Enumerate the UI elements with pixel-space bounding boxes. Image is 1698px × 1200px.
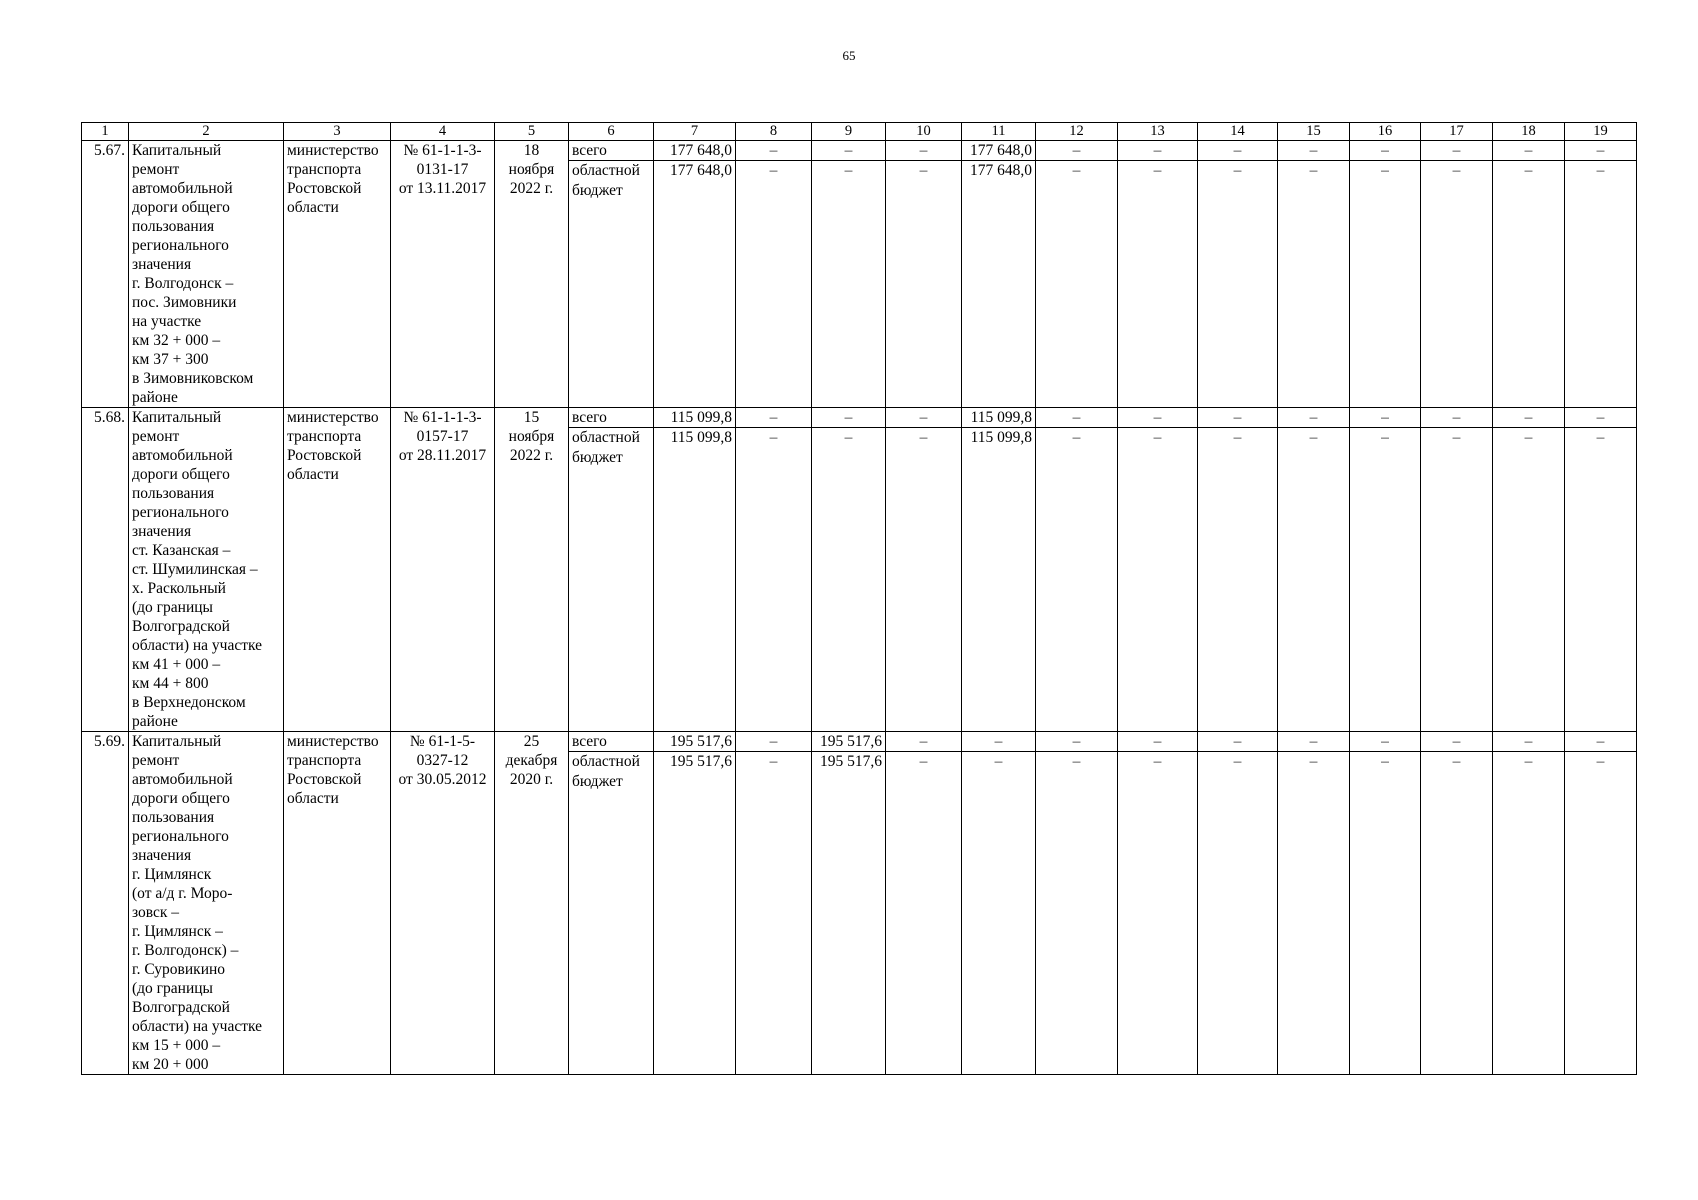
organization-line: министерство [287,409,379,426]
object-name-line: значения [132,256,192,273]
header-cell: 15 [1278,123,1350,141]
object-name-line: (до границы [132,599,213,616]
object-name-line: ст. Шумилинская – [132,561,258,578]
value-cell: – [1565,141,1637,161]
completion-date-line: ноября [508,428,555,445]
funding-source: всего [569,408,654,428]
document-ref-line: от 28.11.2017 [398,447,487,464]
document-ref-line: № 61-1-5- [409,733,476,750]
object-name-line: регионального [132,828,229,845]
value-cell: – [1565,408,1637,428]
value-cell: 177 648,0 [962,161,1036,408]
value-cell: – [1278,161,1350,408]
value-cell: – [1118,732,1198,752]
value-cell: – [1036,141,1118,161]
organization [284,141,391,408]
organization-line: министерство [287,733,379,750]
object-name-line: ремонт [132,752,180,769]
value-cell: – [1421,428,1493,732]
organization-line: области [287,199,339,216]
row-number: 5.68. [82,408,129,732]
value-cell: – [1421,161,1493,408]
value-cell: – [736,161,812,408]
object-name-line: автомобильной [132,771,233,788]
value-cell: – [1118,161,1198,408]
completion-date-line: 15 [523,409,540,426]
value-cell: 195 517,6 [654,732,736,752]
organization-line: транспорта [287,428,362,445]
object-name-line: автомобильной [132,447,233,464]
organization [284,732,391,1075]
object-name-line: на участке [132,313,202,330]
value-cell: – [1036,752,1118,1075]
value-cell: 195 517,6 [654,752,736,1075]
value-cell: – [736,141,812,161]
funding-source [569,428,654,732]
value-cell: – [1421,141,1493,161]
organization [284,408,391,732]
object-name-line: Капитальный [132,409,222,426]
value-cell: – [1198,428,1278,732]
header-cell: 1 [82,123,129,141]
value-cell: – [812,408,886,428]
object-name-line: ремонт [132,428,180,445]
row-number: 5.69. [82,732,129,1075]
completion-date-line: 2020 г. [509,771,554,788]
completion-date [495,408,569,732]
value-cell: – [1493,141,1565,161]
completion-date-line: 2022 г. [509,447,554,464]
object-name-line: пользования [132,485,215,502]
value-cell: – [1278,428,1350,732]
object-name-line: г. Суровикино [132,961,226,978]
value-cell: – [736,428,812,732]
document-ref-line: № 61-1-1-3- [403,142,482,159]
value-cell: 177 648,0 [654,161,736,408]
object-name-line: (от а/д г. Моро- [132,885,233,902]
value-cell: – [962,752,1036,1075]
object-name-line: ст. Казанская – [132,542,231,559]
value-cell: 177 648,0 [654,141,736,161]
value-cell: – [1493,161,1565,408]
object-name-line: пользования [132,809,215,826]
header-cell: 3 [284,123,391,141]
object-name-line: в Зимовниковском [132,370,254,387]
funding-source-line: бюджет [572,181,623,199]
funding-source [569,752,654,1075]
organization-line: области [287,790,339,807]
header-cell: 12 [1036,123,1118,141]
header-cell: 7 [654,123,736,141]
value-cell: – [886,752,962,1075]
value-cell: – [1421,408,1493,428]
value-cell: – [1350,732,1421,752]
object-name-line: дороги общего [132,199,230,216]
value-cell: – [1198,752,1278,1075]
value-cell: – [1036,161,1118,408]
value-cell: – [1350,752,1421,1075]
value-cell: 195 517,6 [812,752,886,1075]
object-name-line: Волгоградской [132,618,230,635]
value-cell: – [1350,408,1421,428]
object-name-line: зовск – [132,904,180,921]
value-cell: – [1565,732,1637,752]
organization-line: транспорта [287,161,362,178]
document-ref-line: от 13.11.2017 [398,180,487,197]
funding-source: всего [569,732,654,752]
page-number: 65 [842,48,856,63]
object-name-line: км 15 + 000 – [132,1037,221,1054]
object-name-line: км 41 + 000 – [132,656,221,673]
value-cell: – [1565,428,1637,732]
funding-source-line: бюджет [572,448,623,466]
object-name-line: г. Волгодонск – [132,275,234,292]
value-cell: – [1036,732,1118,752]
object-name-line: районе [132,713,178,730]
header-cell: 5 [495,123,569,141]
value-cell: – [1421,752,1493,1075]
value-cell: 115 099,8 [654,408,736,428]
object-name [129,732,284,1075]
funding-source-line: бюджет [572,772,623,790]
value-cell: – [1118,141,1198,161]
document-ref-line: от 30.05.2012 [398,771,487,788]
value-cell: – [1493,428,1565,732]
value-cell: – [1350,141,1421,161]
header-cell: 18 [1493,123,1565,141]
object-name-line: значения [132,523,192,540]
object-name-line: км 37 + 300 [132,351,209,368]
header-cell: 11 [962,123,1036,141]
object-name [129,408,284,732]
organization-line: Ростовской [287,180,362,197]
value-cell: – [1036,408,1118,428]
completion-date [495,141,569,408]
funding-source-line: областной [572,753,640,770]
value-cell: – [1278,732,1350,752]
value-cell: – [1118,752,1198,1075]
funding-source: всего [569,141,654,161]
object-name-line: значения [132,847,192,864]
object-name [129,141,284,408]
value-cell: – [1118,428,1198,732]
organization-line: Ростовской [287,447,362,464]
completion-date-line: ноября [508,161,555,178]
value-cell: – [1565,161,1637,408]
funding-source-line: областной [572,162,640,179]
header-cell: 14 [1198,123,1278,141]
object-name-line: в Верхнедонском [132,694,246,711]
table-row [82,408,1637,428]
organization-line: транспорта [287,752,362,769]
object-name-line: г. Волгодонск) – [132,942,239,959]
document-ref-line: № 61-1-1-3- [403,409,482,426]
value-cell: – [1565,752,1637,1075]
value-cell: 115 099,8 [654,428,736,732]
header-row [82,123,1637,141]
object-name-line: ремонт [132,161,180,178]
value-cell: – [1350,428,1421,732]
object-name-line: г. Цимлянск – [132,923,223,940]
document-ref [391,141,495,408]
value-cell: – [886,732,962,752]
header-cell: 16 [1350,123,1421,141]
document-ref [391,732,495,1075]
object-name-line: км 44 + 800 [132,675,209,692]
value-cell: – [736,752,812,1075]
value-cell: – [886,141,962,161]
header-cell: 17 [1421,123,1493,141]
completion-date-line: 2022 г. [509,180,554,197]
document-ref-line: 0157-17 [416,428,469,445]
value-cell: – [1036,428,1118,732]
header-cell: 4 [391,123,495,141]
completion-date-line: декабря [505,752,558,769]
value-cell: – [1198,161,1278,408]
value-cell: – [1493,408,1565,428]
object-name-line: дороги общего [132,466,230,483]
value-cell: – [1198,141,1278,161]
value-cell: – [1493,752,1565,1075]
object-name-line: области) на участке [132,1018,263,1035]
header-cell: 13 [1118,123,1198,141]
value-cell: 177 648,0 [962,141,1036,161]
object-name-line: х. Раскольный [132,580,226,597]
header-cell: 8 [736,123,812,141]
document-ref [391,408,495,732]
value-cell: – [736,732,812,752]
table-row [82,141,1637,161]
value-cell: – [1350,161,1421,408]
funding-source [569,161,654,408]
organization-line: Ростовской [287,771,362,788]
value-cell: – [1278,752,1350,1075]
value-cell: – [1118,408,1198,428]
header-cell: 19 [1565,123,1637,141]
value-cell: 195 517,6 [812,732,886,752]
organization-line: области [287,466,339,483]
object-name-line: г. Цимлянск [132,866,212,883]
value-cell: – [1278,408,1350,428]
value-cell: – [1421,732,1493,752]
value-cell: – [1198,408,1278,428]
object-name-line: пользования [132,218,215,235]
value-cell: 115 099,8 [962,428,1036,732]
value-cell: 115 099,8 [962,408,1036,428]
row-number: 5.67. [82,141,129,408]
value-cell: – [1278,141,1350,161]
object-name-line: дороги общего [132,790,230,807]
completion-date [495,732,569,1075]
object-name-line: пос. Зимовники [132,294,237,311]
object-name-line: области) на участке [132,637,263,654]
value-cell: – [886,408,962,428]
object-name-line: районе [132,389,178,406]
object-name-line: км 32 + 000 – [132,332,221,349]
object-name-line: км 20 + 000 [132,1056,209,1073]
completion-date-line: 18 [523,142,540,159]
value-cell: – [962,732,1036,752]
value-cell: – [1493,732,1565,752]
funding-source-line: областной [572,429,640,446]
object-name-line: Капитальный [132,733,222,750]
value-cell: – [812,161,886,408]
value-cell: – [886,428,962,732]
header-cell: 10 [886,123,962,141]
value-cell: – [736,408,812,428]
object-name-line: автомобильной [132,180,233,197]
table-row [82,732,1637,752]
document-ref-line: 0327-12 [416,752,469,769]
completion-date-line: 25 [523,733,540,750]
header-cell: 9 [812,123,886,141]
object-name-line: регионального [132,504,229,521]
document-ref-line: 0131-17 [416,161,469,178]
object-name-line: Волгоградской [132,999,230,1016]
value-cell: – [1198,732,1278,752]
object-name-line: Капитальный [132,142,222,159]
value-cell: – [812,141,886,161]
value-cell: – [812,428,886,732]
header-cell: 6 [569,123,654,141]
object-name-line: регионального [132,237,229,254]
value-cell: – [886,161,962,408]
object-name-line: (до границы [132,980,213,997]
organization-line: министерство [287,142,379,159]
header-cell: 2 [129,123,284,141]
budget-table [81,122,1637,1075]
